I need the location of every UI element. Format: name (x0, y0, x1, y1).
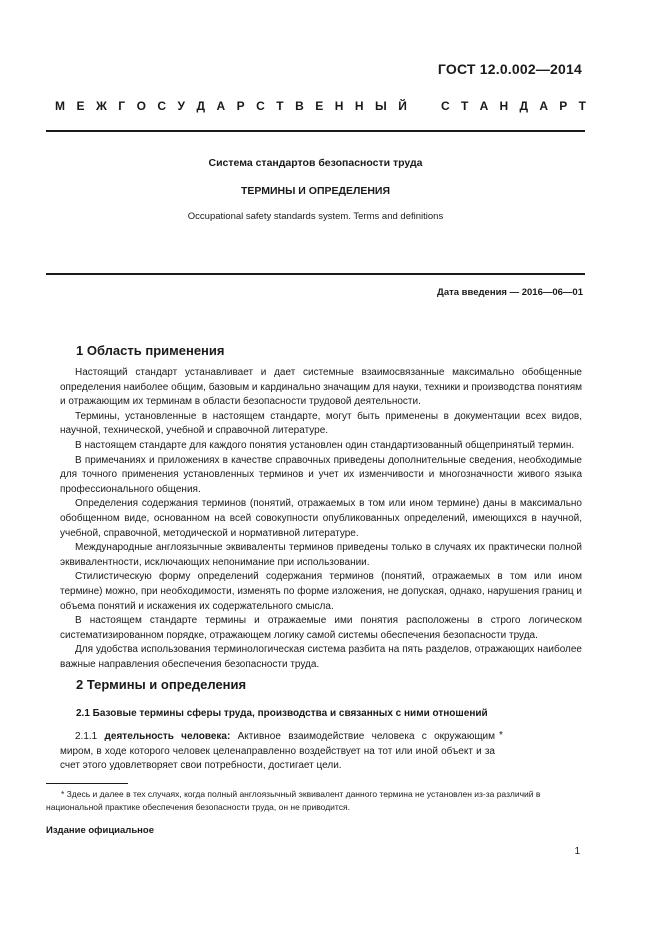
paragraph: В настоящем стандарте термины и отражаемые ими понятия расположены в строго логическом систематизированном порядке, отражающем логику самой системы обеспечения безопасности труда. (60, 615, 582, 641)
banner-letter: Е (76, 99, 85, 113)
banner-letter: Н (499, 99, 509, 113)
banner-letter: А (216, 99, 226, 113)
term-entry (60, 730, 495, 774)
official-edition-label: Издание официальное (46, 825, 154, 836)
banner-letter: У (177, 99, 185, 113)
title-rule (46, 273, 585, 275)
banner-letter: Р (559, 99, 568, 113)
banner-letter: Д (519, 99, 529, 113)
paragraph: В настоящем стандарте для каждого понятия установлен один стандартизованный общепринятый термин. (75, 439, 575, 451)
banner-letter: Ж (95, 99, 107, 113)
banner-letter: Т (276, 99, 284, 113)
banner-word-interstate (55, 99, 407, 113)
banner-letter: Т (578, 99, 586, 113)
paragraph: Для удобства использования терминологическая система разбита на пять разделов, отражающих наиболее важные направления обеспечения безопасности труда. (60, 644, 582, 670)
document-title: ТЕРМИНЫ И ОПРЕДЕЛЕНИЯ (240, 185, 391, 197)
system-title: Система стандартов безопасности труда (208, 157, 423, 169)
paragraph: В примечаниях и приложениях в качестве справочных приведены дополнительные сведения, необходимые для точного применения установленных терминов и учет их изменчивости и многозначности живого языка профессионального общения. (60, 454, 582, 495)
section-1-heading: 1 Область применения (76, 343, 225, 358)
subsection-2-1-heading: 2.1 Базовые термины сферы труда, производства и связанных с ними отношений (76, 708, 488, 719)
banner-letter: А (479, 99, 489, 113)
banner-letter: Т (460, 99, 469, 113)
banner-word-standard (441, 99, 586, 113)
banner-letter: Н (354, 99, 364, 113)
banner-letter: Г (118, 99, 126, 113)
paragraph: Термины, установленные в настоящем стандарте, могут быть применены в документации всех видов, научной, технической, учебной и справочной литературе. (60, 410, 582, 437)
english-title: Occupational safety standards system. Terms and definitions (187, 211, 444, 222)
footnote-marker: * (499, 730, 503, 741)
introduction-date: Дата введения — 2016—06—01 (437, 287, 583, 298)
banner-letter: Ы (374, 99, 387, 113)
banner-letter: Й (398, 99, 407, 113)
banner-letter: С (157, 99, 167, 113)
banner-letter: Р (236, 99, 245, 113)
paragraph: Стилистическую форму определений содержания терминов (понятий, отражаемых в том или ином термине) можно, при необходимости, изменять по форме изложения, не допуская, однако, нарушения границ и объема понятий и искажения их содержательного смысла. (60, 571, 582, 612)
banner-letter: Е (315, 99, 324, 113)
gost-code: ГОСТ 12.0.002—2014 (437, 61, 582, 77)
footnote (46, 788, 585, 813)
banner-letter: Н (334, 99, 344, 113)
header-rule (46, 130, 585, 132)
banner-letter: М (55, 99, 65, 113)
footnote-text: * Здесь и далее в тех случаях, когда полный англоязычный эквивалент данного термина не установлен из-за различий в национальной практике обеспечения безопасности труда, он не приводится. (46, 789, 541, 812)
banner-letter: О (136, 99, 146, 113)
term-label: деятельность человека: (104, 731, 231, 742)
term-definition: Активное взаимодействие человека с окружающим миром, в ходе которого человек целенаправленно воздействует на тот или иной объект и за счет этого удовлетворяет свои потребности, достигает цели. (60, 731, 496, 772)
paragraph: Определения содержания терминов (понятий, отражаемых в том или ином термине) даны в максимально обобщенном виде, основанном на всей совокупности опубликованных определений, имеющихся в научной, учебной, справочной, методической и нормативной литературе. (60, 498, 582, 539)
page-number: 1 (574, 846, 580, 857)
term-number: 2.1.1 (75, 731, 98, 742)
banner-letter: Д (196, 99, 206, 113)
banner-letter: С (256, 99, 265, 113)
section-1-body (60, 366, 582, 672)
paragraph: Международные англоязычные эквиваленты терминов приведены только в случаях их практически полной эквивалентности, исключающих непонимание при использовании. (60, 542, 582, 568)
banner-letter: В (295, 99, 304, 113)
section-2-heading: 2 Термины и определения (76, 677, 247, 692)
banner-letter: А (539, 99, 548, 113)
paragraph: Настоящий стандарт устанавливает и дает системные взаимосвязанные максимально обобщенные определения наиболее общим, базовым и кардинально значащим для науки, техники и производства понятиям и отражающим их терминам в области безопасности трудовой деятельности. (60, 367, 582, 408)
footnote-rule (46, 783, 128, 784)
standard-banner (55, 99, 586, 113)
banner-letter: С (441, 99, 450, 113)
